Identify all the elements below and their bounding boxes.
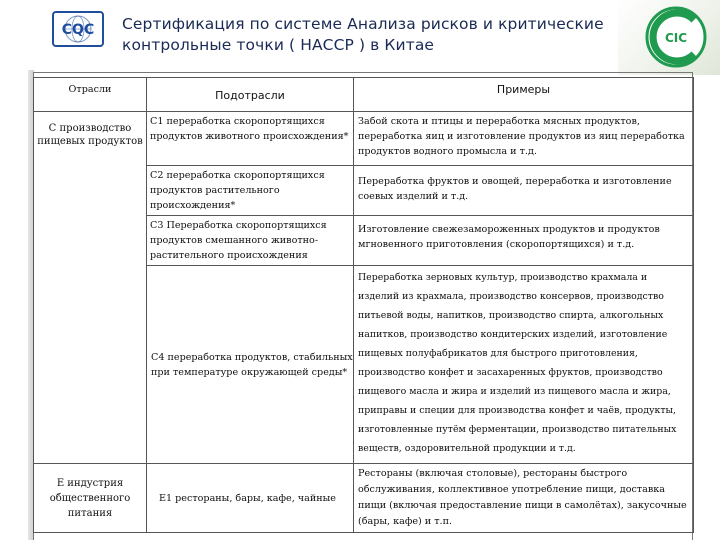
column-header-examples: Примеры bbox=[354, 78, 694, 112]
sector-c-cell: C производство пищевых продуктов bbox=[34, 112, 147, 464]
examples-e1: Рестораны (включая столовые), рестораны быстрого обслуживания, коллективное употребление пищи, доставка пищи (включая предоставление пищи в самолётах), закусочные (бары, кафе) и т.п. bbox=[354, 464, 694, 533]
sector-e-cell: E индустрия общественного питания bbox=[34, 464, 147, 533]
subsector-c4: C4 переработка продуктов, стабильных при температуре окружающей среды* bbox=[147, 266, 354, 464]
cic-logo-text: CIC bbox=[664, 31, 688, 45]
subsector-c1: C1 переработка скоропортящихся продуктов животного происхождения* bbox=[147, 112, 354, 166]
slide-header bbox=[0, 0, 720, 72]
cqc-logo-text: CQC bbox=[61, 22, 95, 38]
subsector-e1: E1 рестораны, бары, кафе, чайные bbox=[147, 464, 354, 533]
examples-c4: Переработка зерновых культур, производство крахмала и изделий из крахмала, производство консервов, производство питьевой воды, напитков, производство спирта, алкогольных напитков, производство кондитерских изделий, изготовление пищевых полуфабрикатов для быстрого приготовления, производство конфет и засахаренных фруктов, производство пищевого масла и жира и изделий из пищевого масла и жира, приправы и специи для производства конфет и чаёв, продукты, изготовленные путём ферментации, производство питательных веществ, оздоровительной продукции и т.д. bbox=[354, 266, 694, 464]
column-header-subsector: Подотрасли bbox=[147, 78, 354, 112]
table-row bbox=[34, 464, 694, 533]
subsector-c3: C3 Переработка скоропортящихся продуктов смешанного животно-растительного происхождения bbox=[147, 216, 354, 266]
examples-c2: Переработка фруктов и овощей, переработка и изготовление соевых изделий и т.д. bbox=[354, 166, 694, 216]
examples-c3: Изготовление свежезамороженных продуктов и продуктов мгновенного приготовления (скоропортящихся) и т.д. bbox=[354, 216, 694, 266]
subsector-c2: C2 переработка скоропортящихся продуктов растительного происхождения* bbox=[147, 166, 354, 216]
table-header-row bbox=[34, 78, 694, 112]
cic-logo bbox=[640, 4, 712, 70]
cqc-logo bbox=[50, 8, 106, 50]
title-line-1: Сертификация по системе Анализа рисков и критические bbox=[122, 15, 604, 33]
table-row bbox=[34, 112, 694, 166]
page-title bbox=[122, 14, 642, 56]
title-line-2: контрольные точки ( НАССР ) в Китае bbox=[122, 36, 435, 54]
column-header-sector: Отрасли bbox=[34, 78, 147, 112]
examples-c1: Забой скота и птицы и переработка мясных продуктов, переработка яиц и изготовление продуктов из яиц переработка продуктов водного промысла и т.д. bbox=[354, 112, 694, 166]
hassp-sectors-table bbox=[33, 77, 694, 533]
